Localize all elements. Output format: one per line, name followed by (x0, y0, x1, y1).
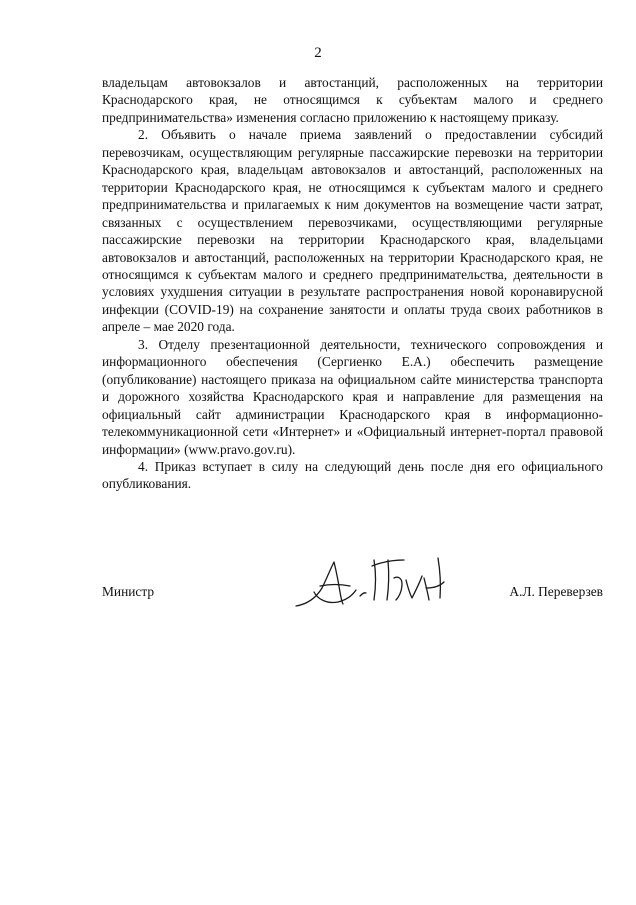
page-number: 2 (314, 45, 322, 61)
paragraph-item-3: 3. Отделу презентационной деятельности, технического сопровождения и информационного обеспечения (Сергиенко Е.А.) обеспечить размещение (опубликование) настоящего приказа на официальном сайте министерства транспорта и дорожного хозяйства Краснодарского края и направление для размещения на официальный сайт администрации Краснодарского края в информационно-телекоммуникационной сети «Интернет» и «Официальный интернет-портал правовой информации» (www.pravo.gov.ru). (102, 336, 603, 457)
paragraph-continuation: владельцам автовокзалов и автостанций, расположенных на территории Краснодарского края, не относящимся к субъектам малого и среднего предпринимательства» изменения согласно приложению к настоящему приказу. (102, 75, 603, 125)
signatory-title: Министр (102, 584, 155, 599)
document-body (102, 74, 603, 493)
signature-block (102, 548, 603, 618)
paragraph-item-2: 2. Объявить о начале приема заявлений о предоставлении субсидий перевозчикам, осуществляющим регулярные пассажирские перевозки на территории Краснодарского края, владельцам автовокзалов и автостанций, расположенных на территории Краснодарского края, не относящимся к субъектам малого и среднего предпринимательства и прилагаемых к ним документов на возмещение части затрат, связанных с осуществлением перевозчиками, осуществляющими регулярные пассажирские перевозки на территории Краснодарского края, владельцами автовокзалов и автостанций, расположенных на территории Краснодарского края, не относящимся к субъектам малого и среднего предпринимательства, деятельности в условиях ухудшения ситуации в результате распространения новой коронавирусной инфекции (COVID-19) на сохранение занятости и оплаты труда своих работников в апреле – мае 2020 года. (102, 127, 603, 335)
signatory-name: А.Л. Переверзев (509, 584, 603, 599)
paragraph-item-4: 4. Приказ вступает в силу на следующий день после дня его официального опубликования. (102, 458, 603, 492)
handwritten-signature (290, 548, 460, 614)
